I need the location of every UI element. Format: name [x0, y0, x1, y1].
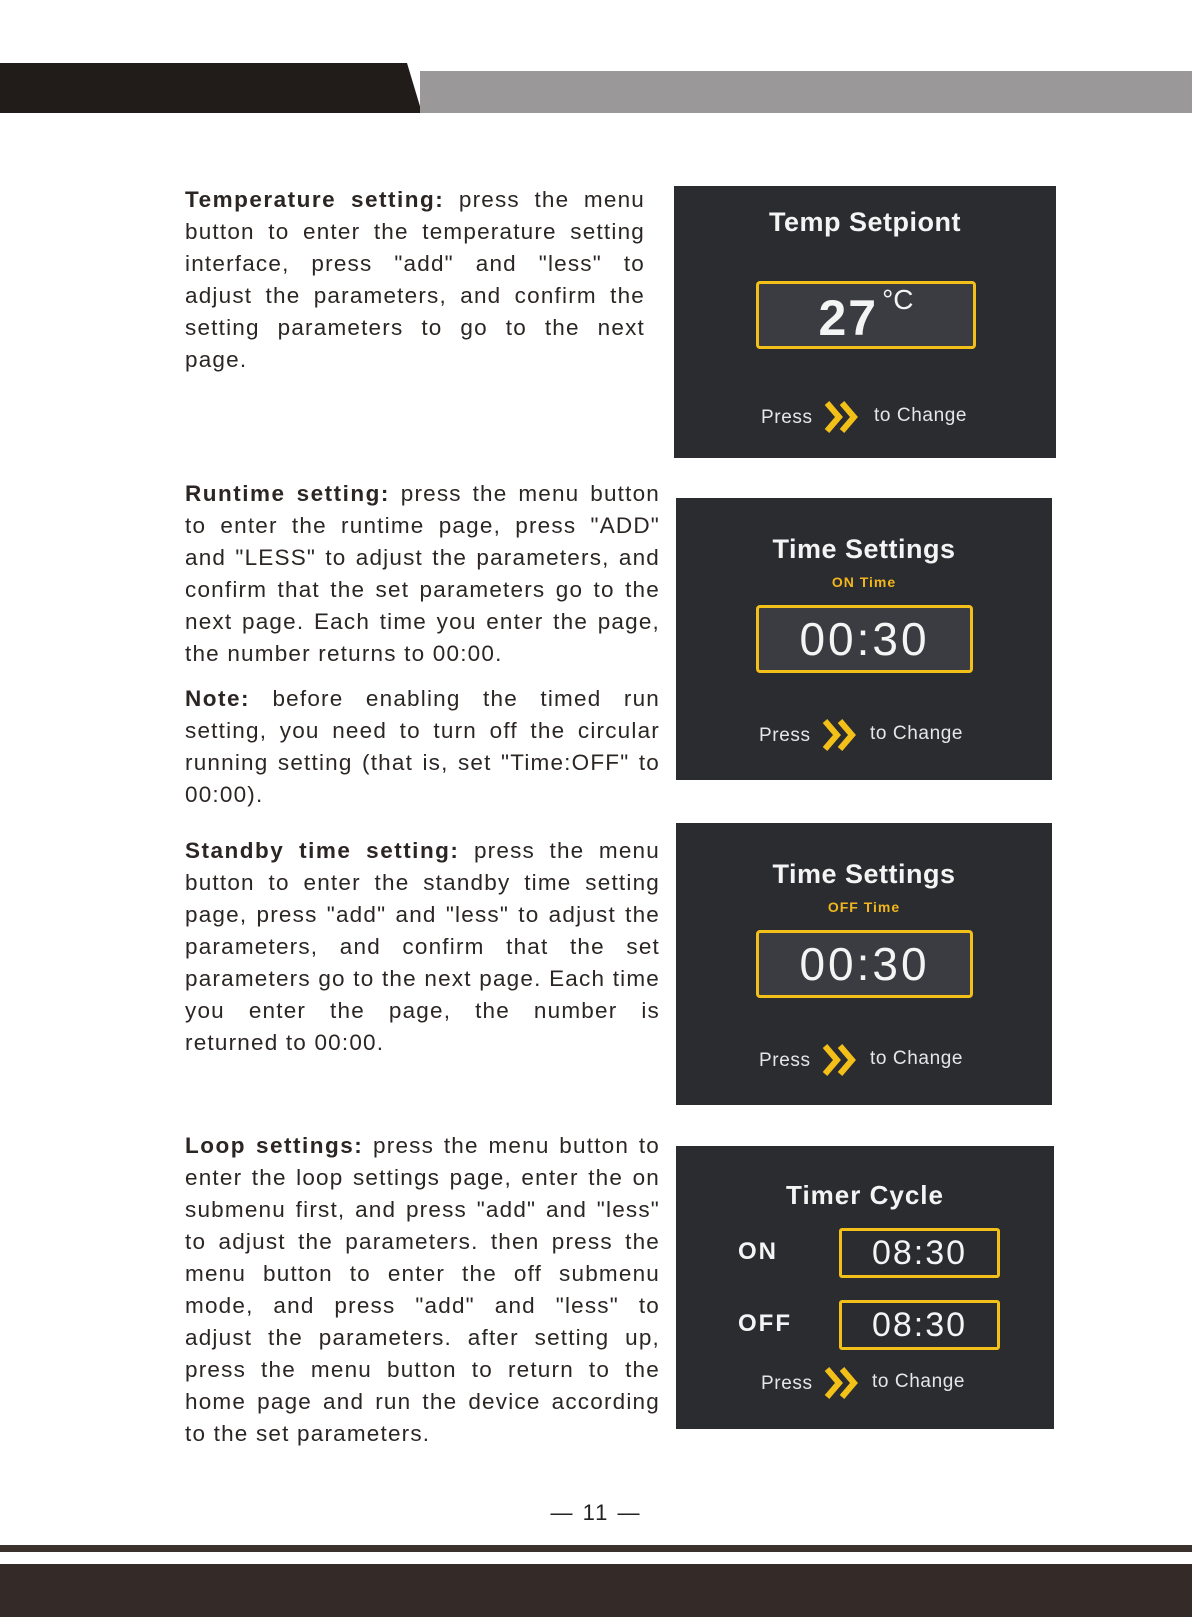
section-heading: Note:: [185, 686, 250, 711]
footer-rule: [0, 1545, 1192, 1552]
section-body: press the menu button to enter the loop settings page, enter the on submenu first, and press "add" and "less" to adjust the parameters. then press the menu button to enter the off submenu mode, and press "add" and "less" to adjust the parameters. after setting up, press the menu button to return to the home page and run the device according to the set parameters.: [185, 1133, 660, 1446]
screen-title: Timer Cycle: [786, 1180, 944, 1210]
screen-title: Time Settings: [772, 859, 956, 889]
off-time-settings-screen: [676, 823, 1052, 1105]
temp-setpoint-screen: [674, 186, 1056, 458]
press-to-change-hint: [674, 398, 1056, 438]
double-chevron-right-icon: [824, 1365, 864, 1401]
screen-title: Time Settings: [772, 534, 956, 564]
section-body: press the menu button to enter the temperature setting interface, press "add" and "less" to adjust the parameters, and confirm the setting parameters to go to the next page.: [185, 187, 645, 372]
change-label: to Change: [870, 1048, 964, 1069]
on-time-value-box[interactable]: [756, 605, 973, 673]
off-time-value-box[interactable]: [756, 930, 973, 998]
section-body: press the menu button to enter the runtime page, press "ADD" and "LESS" to adjust the parameters, and confirm that the set parameters go to the next page. Each time you enter the page, the number returns to 00:00.: [185, 481, 660, 666]
cycle-off-value-box[interactable]: [839, 1300, 1000, 1350]
change-label: to Change: [872, 1371, 966, 1392]
cycle-on-value: 08:30: [871, 1234, 968, 1272]
press-label: Press: [759, 725, 811, 746]
loop-settings-paragraph: [185, 1130, 660, 1450]
screen-title: Temp Setpiont: [769, 207, 961, 237]
temperature-unit: °C: [882, 284, 914, 315]
press-to-change-hint: [676, 1041, 1052, 1081]
on-time-settings-screen: [676, 498, 1052, 780]
temperature-setting-paragraph: [185, 184, 645, 376]
temperature-value-box[interactable]: [756, 281, 976, 349]
temperature-value: 27: [818, 290, 879, 346]
press-label: Press: [759, 1050, 811, 1071]
note-paragraph: [185, 683, 660, 811]
standby-setting-paragraph: [185, 835, 660, 1059]
change-label: to Change: [870, 723, 964, 744]
header-grey-band: [420, 71, 1192, 113]
press-to-change-hint: [676, 1364, 1054, 1404]
press-label: Press: [761, 407, 813, 428]
section-heading: Temperature setting:: [185, 187, 445, 212]
press-label: Press: [761, 1373, 813, 1394]
on-time-value: 00:30: [799, 613, 930, 665]
on-label: ON: [738, 1238, 778, 1265]
section-body: press the menu button to enter the standby time setting page, press "add" and "less" to adjust the parameters, and confirm that the set parameters go to the next page. Each time you enter the page, the number is returned to 00:00.: [185, 838, 660, 1055]
footer-band: [0, 1564, 1192, 1617]
screen-subtitle: ON Time: [831, 574, 897, 590]
timer-cycle-screen: [676, 1146, 1054, 1429]
press-to-change-hint: [676, 716, 1052, 756]
change-label: to Change: [874, 405, 968, 426]
double-chevron-right-icon: [824, 399, 864, 435]
section-heading: Standby time setting:: [185, 838, 460, 863]
screen-subtitle: OFF Time: [827, 899, 901, 915]
cycle-off-value: 08:30: [871, 1306, 968, 1344]
runtime-setting-paragraph: [185, 478, 660, 670]
section-body: before enabling the timed run setting, you need to turn off the circular running setting (that is, set "Time:OFF" to 00:00).: [185, 686, 660, 807]
cycle-on-value-box[interactable]: [839, 1228, 1000, 1278]
header-dark-band: [0, 63, 422, 113]
page-number: — 11 —: [550, 1500, 642, 1525]
off-time-value: 00:30: [799, 938, 930, 990]
section-heading: Runtime setting:: [185, 481, 390, 506]
double-chevron-right-icon: [822, 717, 862, 753]
section-heading: Loop settings:: [185, 1133, 364, 1158]
off-label: OFF: [738, 1310, 792, 1337]
double-chevron-right-icon: [822, 1042, 862, 1078]
